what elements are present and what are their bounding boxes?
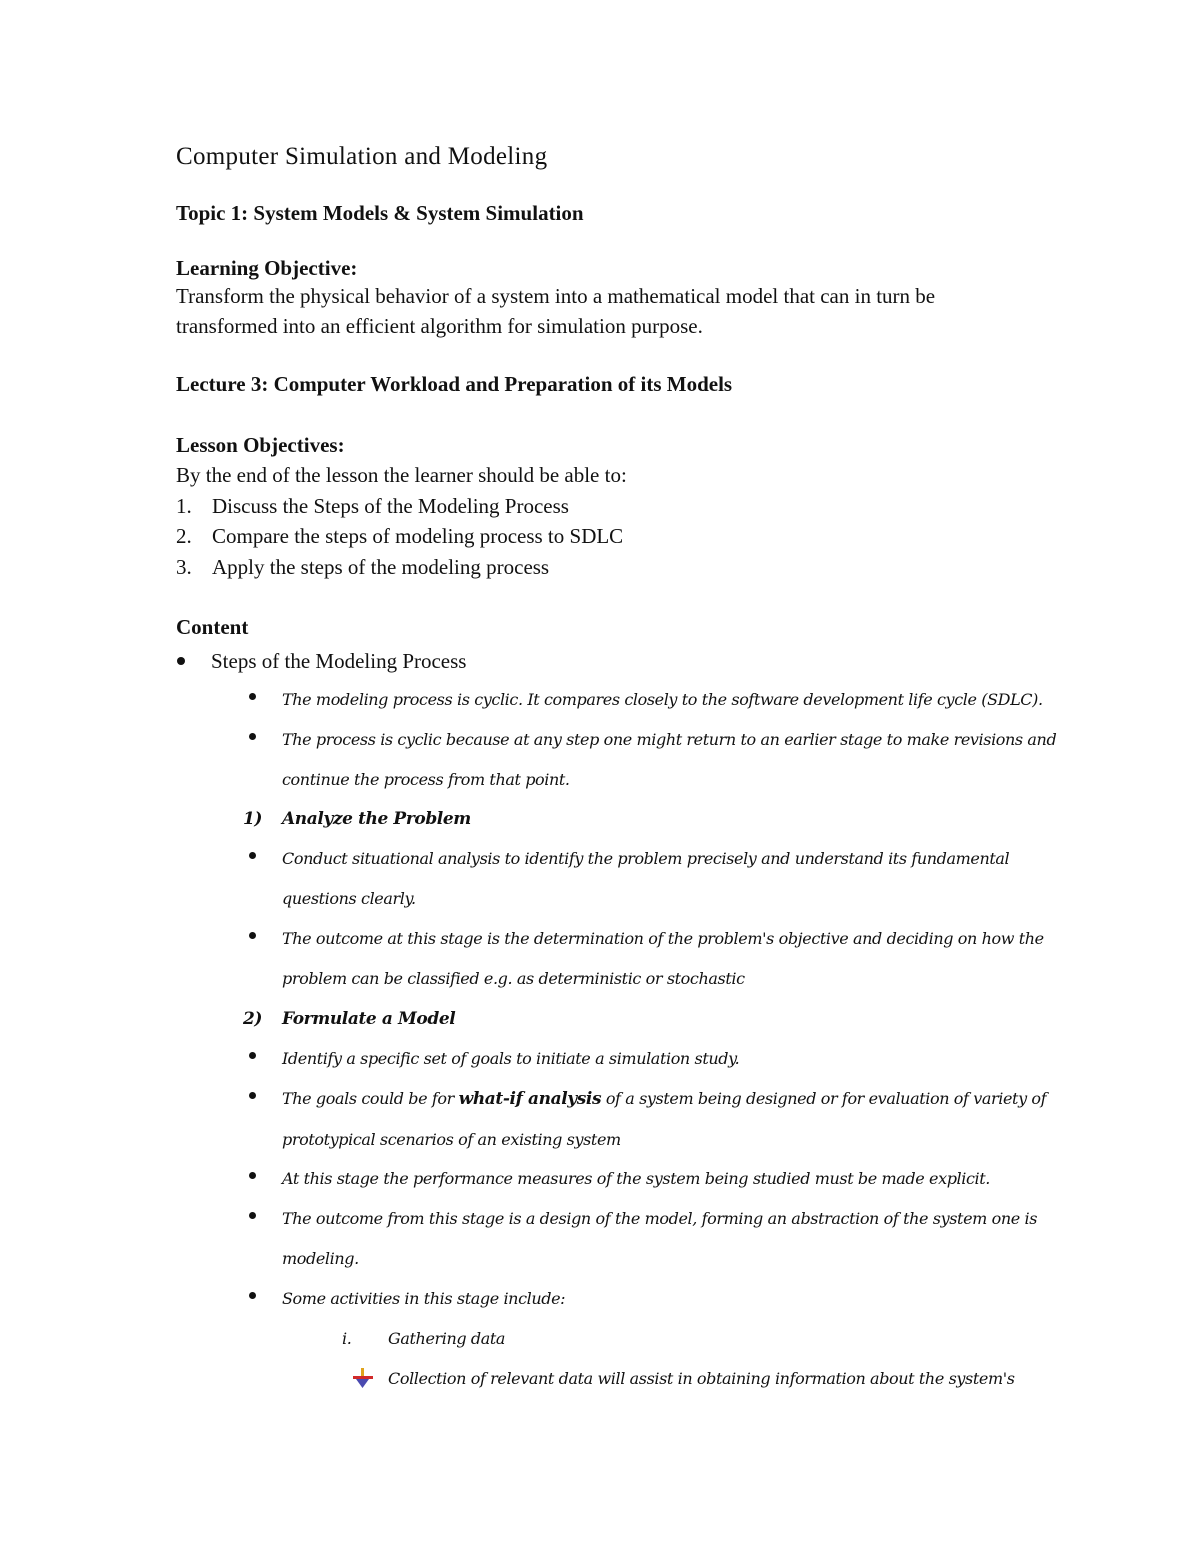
intro-bullet-text: The modeling process is cyclic. It compares closely to the software development life cycle (SDLC). (282, 690, 1043, 709)
list-item (176, 555, 549, 580)
learning-objective-line: Transform the physical behavior of a system into a mathematical model that can in turn be (176, 284, 936, 308)
step-bullet-text: modeling. (282, 1249, 359, 1268)
step-title: Analyze the Problem (282, 809, 471, 829)
bullet-icon (249, 1172, 256, 1179)
bullet-icon (249, 693, 256, 700)
list-text: Discuss the Steps of the Modeling Process (212, 494, 569, 518)
bullet-icon (249, 1052, 256, 1059)
sub-list-text: Gathering data (388, 1329, 506, 1348)
content-bullet-text: Steps of the Modeling Process (211, 649, 467, 673)
step-bullet-text (282, 1089, 1046, 1109)
bullet-icon (249, 1212, 256, 1219)
content-heading: Content (176, 615, 249, 639)
step-number: 1) (243, 809, 263, 829)
lesson-objectives-heading: Lesson Objectives: (176, 433, 345, 457)
emphasis-text: what-if analysis (458, 1089, 602, 1109)
step-bullet-text: The outcome at this stage is the determination of the problem's objective and deciding on how the (282, 929, 1044, 948)
step-bullet-text: Some activities in this stage include: (282, 1289, 566, 1308)
step-title: Formulate a Model (282, 1009, 456, 1029)
list-text: Compare the steps of modeling process to SDLC (212, 524, 624, 548)
bullet-icon (177, 657, 185, 665)
arrow-bullet-icon (352, 1367, 374, 1389)
learning-objective-line: transformed into an efficient algorithm for simulation purpose. (176, 314, 703, 338)
list-item (176, 524, 623, 549)
step-bullet-text: problem can be classified e.g. as deterministic or stochastic (282, 969, 745, 988)
lecture-heading: Lecture 3: Computer Workload and Preparation of its Models (176, 372, 733, 396)
bullet-icon (249, 1092, 256, 1099)
bullet-text-part: of a system being designed or for evaluation of variety of (601, 1089, 1047, 1108)
sub-list-number: i. (342, 1329, 352, 1348)
lesson-intro: By the end of the lesson the learner should be able to: (176, 463, 627, 487)
step-bullet-text: Identify a specific set of goals to initiate a simulation study. (282, 1049, 740, 1068)
list-number: 3. (176, 555, 192, 579)
bullet-text-part: The goals could be for (282, 1089, 459, 1108)
intro-bullet-text: The process is cyclic because at any step one might return to an earlier stage to make revisions and (282, 730, 1057, 749)
bullet-icon (249, 932, 256, 939)
bullet-icon (249, 1292, 256, 1299)
learning-objective-heading: Learning Objective: (176, 256, 358, 280)
step-bullet-text: Conduct situational analysis to identify the problem precisely and understand its fundamental (282, 849, 1010, 868)
step-number: 2) (243, 1009, 263, 1029)
step-bullet-text: The outcome from this stage is a design of the model, forming an abstraction of the system one is (282, 1209, 1038, 1228)
intro-bullet-text: continue the process from that point. (282, 770, 570, 789)
step-bullet-text: prototypical scenarios of an existing system (282, 1130, 621, 1149)
list-item (176, 494, 569, 519)
topic-heading: Topic 1: System Models & System Simulation (176, 201, 584, 225)
list-number: 1. (176, 494, 192, 518)
list-text: Apply the steps of the modeling process (212, 555, 550, 579)
bullet-icon (249, 733, 256, 740)
bullet-icon (249, 852, 256, 859)
arrow-item-text: Collection of relevant data will assist in obtaining information about the system's (388, 1369, 1015, 1388)
document-title: Computer Simulation and Modeling (176, 143, 548, 170)
list-number: 2. (176, 524, 192, 548)
step-bullet-text: questions clearly. (282, 889, 416, 908)
step-bullet-text: At this stage the performance measures of the system being studied must be made explicit. (282, 1169, 990, 1188)
